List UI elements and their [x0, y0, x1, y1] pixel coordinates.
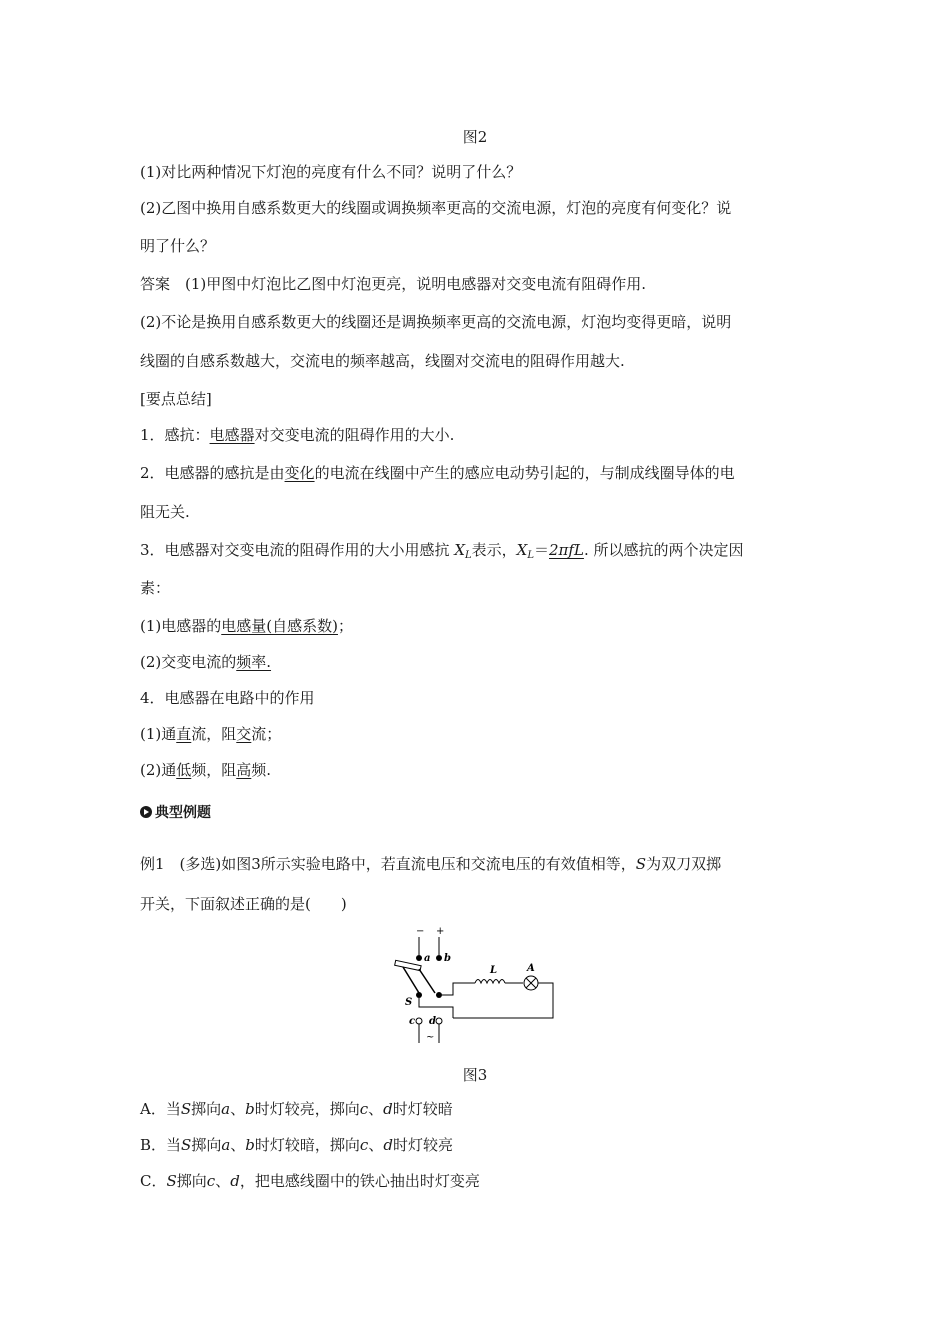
terminal-a	[416, 955, 422, 961]
terminal-c-label: c	[409, 1016, 416, 1027]
inductor-coil	[475, 980, 505, 984]
point-1: 1．感抗：电感器对交变电流的阻碍作用的大小.	[140, 426, 455, 444]
switch-label: S	[405, 997, 413, 1008]
switch-pivot-right	[436, 992, 442, 998]
point-2-blank: 变化	[284, 464, 315, 482]
terminal-b	[436, 955, 442, 961]
option-c: C．S掷向c、d，把电感线圈中的铁心抽出时灯变亮	[140, 1172, 480, 1190]
wire	[453, 983, 553, 1018]
example-1-line-2: 开关，下面叙述正确的是( )	[140, 895, 347, 913]
wire	[419, 998, 453, 1018]
summary-heading: [要点总结]	[140, 390, 212, 408]
switch-blade	[403, 967, 419, 993]
section-heading: 典型例题	[140, 803, 211, 823]
answer-1	[140, 274, 646, 294]
point-3-line-1: 3．电感器对交变电流的阻碍作用的大小用感抗 $X_L$表示，$X_L=2\pi fL$. 所以感抗的两个决定因	[140, 541, 744, 561]
answer-2-line-1: (2)不论是换用自感系数更大的线圈还是调换频率更高的交流电源，灯泡均变得更暗，说明	[140, 313, 732, 331]
option-a: A．当S掷向a、b时灯较亮，掷向c、d时灯较暗	[140, 1100, 453, 1118]
point-2-line-2: 阻无关.	[140, 503, 190, 521]
point-1-blank: 电感器	[209, 426, 255, 444]
point-3-line-2: 素：	[140, 579, 171, 597]
lamp-label: A	[527, 963, 535, 974]
inductor-label: L	[490, 965, 498, 976]
figure-3-caption: 图3	[462, 1066, 488, 1084]
terminal-d-label: d	[429, 1016, 436, 1027]
point-3-2: (2)交变电流的频率.	[140, 653, 272, 671]
point-3-1: (1)电感器的电感量(自感系数)；	[140, 617, 353, 635]
switch-handle	[395, 960, 421, 970]
point-4: 4．电感器在电路中的作用	[140, 689, 315, 707]
wire	[442, 983, 475, 995]
answer-1-text: (1)甲图中灯泡比乙图中灯泡更亮，说明电感器对交变电流有阻碍作用.	[185, 275, 647, 293]
point-3-formula: 2πfL	[549, 541, 584, 559]
play-icon	[140, 806, 152, 818]
answer-label: 答案	[140, 275, 171, 293]
question-2-line-2: 明了什么？	[140, 237, 216, 255]
circuit-diagram	[385, 925, 565, 1050]
question-2-line-1: (2)乙图中换用自感系数更大的线圈或调换频率更高的交流电源，灯泡的亮度有何变化？说	[140, 199, 732, 217]
point-4-1: (1)通直流，阻交流；	[140, 725, 282, 743]
point-2-line-1: 2．电感器的感抗是由变化的电流在线圈中产生的感应电动势引起的，与制成线圈导体的电	[140, 464, 735, 482]
figure-2-caption: 图2	[462, 128, 488, 146]
point-3-2-blank: 频率.	[236, 653, 272, 671]
minus-terminal-label: −	[416, 926, 425, 937]
switch-pivot-left	[416, 992, 422, 998]
question-1: (1)对比两种情况下灯泡的亮度有什么不同？说明了什么？	[140, 163, 522, 181]
switch-blade	[419, 969, 435, 993]
point-3-1-blank: 电感量(自感系数)	[221, 617, 338, 635]
answer-2-line-2: 线圈的自感系数越大，交流电的频率越高，线圈对交流电的阻碍作用越大.	[140, 352, 625, 370]
ac-source-label: ~	[426, 1032, 435, 1043]
terminal-a-label: a	[424, 953, 431, 964]
plus-terminal-label: +	[436, 926, 445, 937]
terminal-c	[416, 1018, 422, 1024]
example-1-line-1: 例1 (多选)如图3所示实验电路中，若直流电压和交流电压的有效值相等，S为双刀双掷	[140, 855, 722, 873]
terminal-b-label: b	[444, 953, 451, 964]
point-4-2: (2)通低频，阻高频.	[140, 761, 272, 779]
option-b: B．当S掷向a、b时灯较暗，掷向c、d时灯较亮	[140, 1136, 453, 1154]
terminal-d	[436, 1018, 442, 1024]
